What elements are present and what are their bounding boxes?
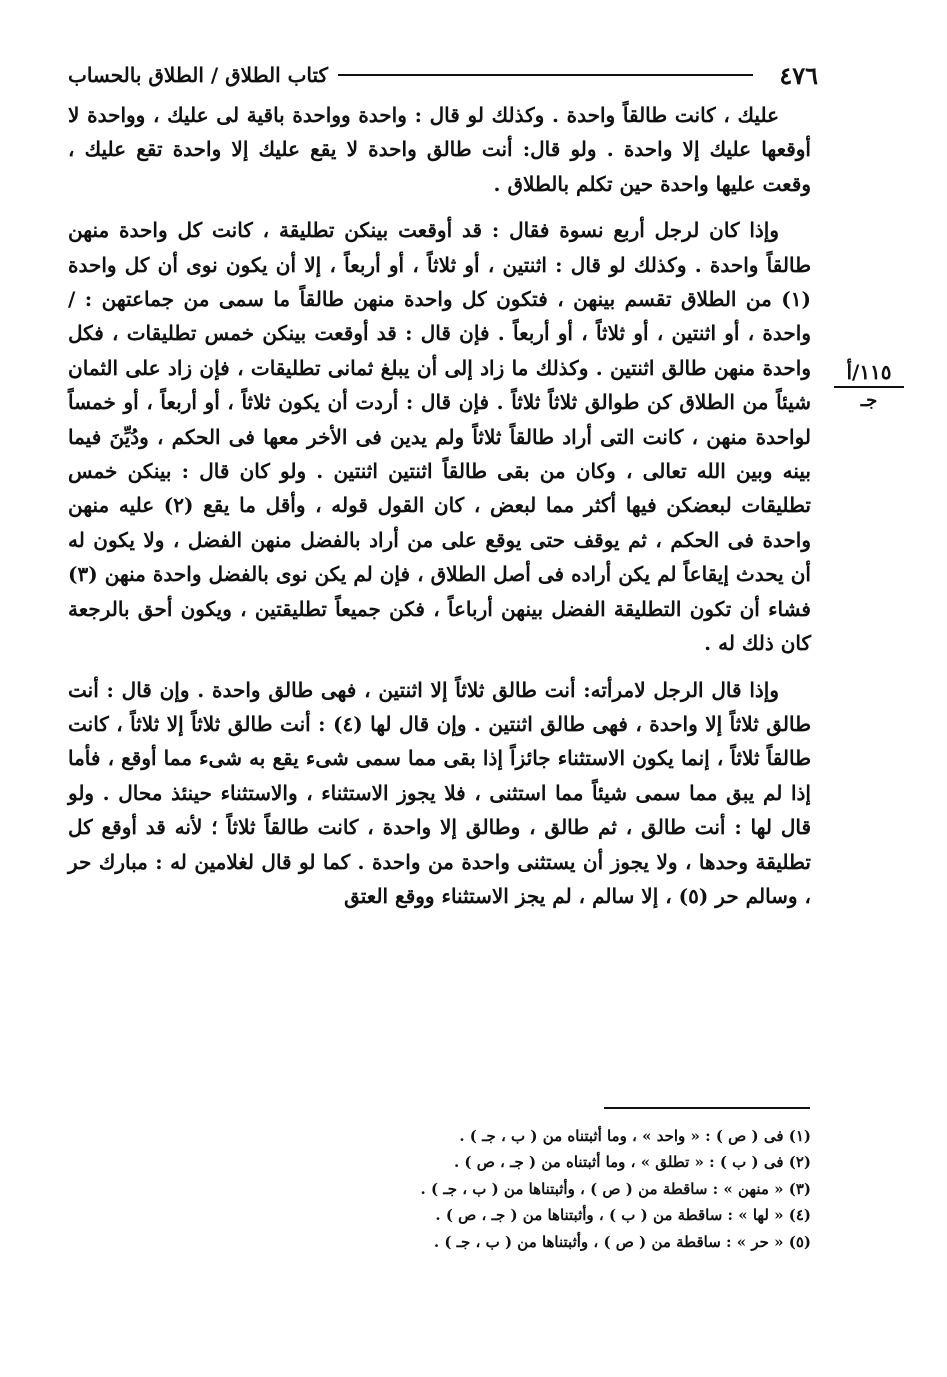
footnote-separator <box>604 1107 810 1109</box>
margin-folio: ١١٥/أ <box>834 360 904 388</box>
page-header <box>68 58 818 92</box>
header-rule <box>338 74 753 76</box>
manuscript-folio-note <box>834 360 904 411</box>
footnote: (٥) « حر » : ساقطة من ( ص ) ، وأثبتناها من ( ب ، جـ ) . <box>433 1232 811 1251</box>
margin-manuscript-siglum: جـ <box>860 390 878 411</box>
paragraph: عليك ، كانت طالقاً واحدة . وكذلك لو قال : واحدة وواحدة باقية لى عليك ، وواحدة لا أوقعها عليك إلا واحدة . ولو قال: أنت طالق واحدة لا يقع عليك إلا واحدة تقع عليك ، وقعت عليها واحدة حين تكلم بالطلاق . <box>68 103 811 196</box>
footnotes <box>300 1123 811 1255</box>
running-title: كتاب الطلاق / الطلاق بالحساب <box>68 63 329 87</box>
paragraph: وإذا قال الرجل لامرأته: أنت طالق ثلاثاً إلا اثنتين ، فهى طالق واحدة . وإن قال : أنت طالق ثلاثاً إلا واحدة ، فهى طالق اثنتين . وإن قال لها (٤) : أنت طالق ثلاثاً إلا ثلاثاً ، كانت طالقاً ثلاثاً ، إنما يكون الاستثناء جائزاً إذا بقى مما سمى شىء يقع به شىء مما أوقع ، فأما إذا لم يبق مما سمى شيئاً مما استثنى ، فلا يجوز الاستثناء ، والاستثناء حينئذ محال . ولو قال لها : أنت طالق ، ثم طالق ، وطالق إلا واحدة ، كانت طالقاً ثلاثاً ؛ لأنه قد أوقع كل تطليقة وحدها ، ولا يجوز أن يستثنى واحدة من واحدة . كما لو قال لغلامين له : مبارك حر ، وسالم حر (٥) ، إلا سالم ، لم يجز الاستثناء ووقع العتق <box>68 677 811 908</box>
page-number: ٤٧٦ <box>779 60 818 90</box>
paragraph: وإذا كان لرجل أربع نسوة فقال : قد أوقعت بينكن تطليقة ، كانت كل واحدة منهن طالقاً واحدة . وكذلك لو قال : اثنتين ، أو ثلاثاً ، أو أربعاً ، إلا أن يكون نوى أن كل واحدة (١) من الطلاق تقسم بينهن ، فتكون كل واحدة منهن طالقاً ما سمى من جماعتهن : / واحدة ، أو اثنتين ، أو ثلاثاً ، أو أربعاً . فإن قال : قد أوقعت بينكن خمس تطليقات ، فكل واحدة منهن طالق اثنتين . وكذلك ما زاد إلى أن يبلغ ثمانى تطليقات ، فإن زاد على الثمان شيئاً من الطلاق كن طوالق ثلاثاً ثلاثاً . فإن قال : أردت أن يكون ثلاثاً ، أو أربعاً ، أو خمساً لواحدة منهن ، كانت التى أراد طالقاً ثلاثاً ولم يدين فى الأخر معها فى الحكم ، ودُيِّنَ فيما بينه وبين الله تعالى ، وكان من بقى طالقاً اثنتين اثنتين . ولو كان قال : بينكن خمس تطليقات لبعضكن فيها أكثر مما لبعض ، كان القول قوله ، وأقل ما يقع (٢) عليه منهن واحدة فى الحكم ، ثم يوقف حتى يوقع على من أراد بالفضل منهن الفضل ، ولا يكون له أن يحدث إيقاعاً لم يكن أراده فى أصل الطلاق ، فإن لم يكن نوى بالفضل واحدة منهن (٣) فشاء أن تكون التطليقة الفضل بينهن أرباعاً ، فكن جميعاً تطليقتين ، ويكون أحق بالرجعة كان ذلك له . <box>68 218 811 656</box>
main-text <box>68 98 811 913</box>
footnote: (١) فى ( ص ) : « واحد » ، وما أثبتناه من ( ب ، جـ ) . <box>459 1127 811 1145</box>
footnote: (٣) « منهن » : ساقطة من ( ص ) ، وأثبتناها من ( ب ، جـ ) . <box>420 1179 811 1198</box>
footnote: (٢) فى ( ب ) : « تطلق » ، وما أثبتناه من ( جـ ، ص ) . <box>453 1153 811 1172</box>
footnote: (٤) « لها » : ساقطة من ( ب ) ، وأثبتناها من ( جـ ، ص ) . <box>435 1206 811 1225</box>
